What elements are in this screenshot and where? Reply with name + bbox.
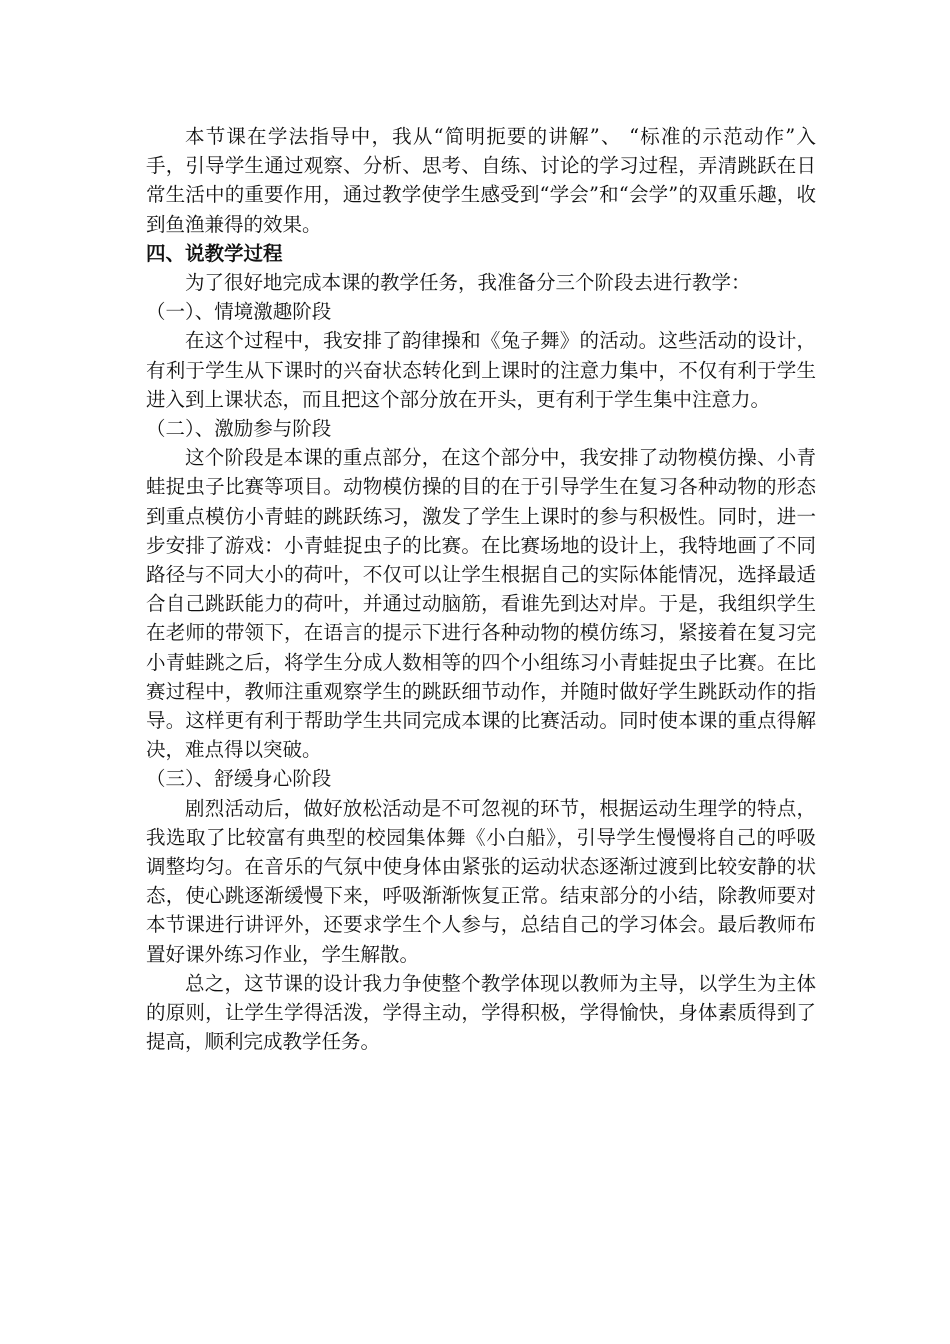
- paragraph-learning-method: 本节课在学法指导中，我从“简明扼要的讲解”、 “标准的示范动作”入手，引导学生通过观察、分析、思考、自练、讨论的学习过程，弄清跳跃在日常生活中的重要作用，通过教学使学生感受到“学会”和“会学”的双重乐趣，收到鱼渔兼得的效果。: [146, 125, 816, 236]
- paragraph-conclusion: 总之，这节课的设计我力争使整个教学体现以教师为主导，以学生为主体的原则，让学生学得活泼，学得主动，学得积极，学得愉快，身体素质得到了提高，顺利完成教学任务。: [146, 971, 816, 1054]
- section-heading-teaching-process: 四、说教学过程: [146, 241, 283, 265]
- paragraph-stage-3: 剧烈活动后，做好放松活动是不可忽视的环节，根据运动生理学的特点，我选取了比较富有典型的校园集体舞《小白船》，引导学生慢慢将自己的呼吸调整均匀。在音乐的气氛中使身体由紧张的运动状态逐渐过渡到比较安静的状态，使心跳逐渐缓慢下来，呼吸渐渐恢复正常。结束部分的小结，除教师要对本节课进行讲评外，还要求学生个人参与，总结自己的学习体会。最后教师布置好课外练习作业，学生解散。: [146, 796, 816, 966]
- stage-2-title: （二）、激励参与阶段: [146, 417, 332, 441]
- paragraph-stage-2: 这个阶段是本课的重点部分，在这个部分中，我安排了动物模仿操、小青蛙捉虫子比赛等项目。动物模仿操的目的在于引导学生在复习各种动物的形态到重点模仿小青蛙的跳跃练习，激发了学生上课时的参与积极性。同时，进一步安排了游戏：小青蛙捉虫子的比赛。在比赛场地的设计上，我特地画了不同路径与不同大小的荷叶，不仅可以让学生根据自己的实际体能情况，选择最适合自己跳跃能力的荷叶，并通过动脑筋，看谁先到达对岸。于是，我组织学生在老师的带领下，在语言的提示下进行各种动物的模仿练习，紧接着在复习完小青蛙跳之后，将学生分成人数相等的四个小组练习小青蛙捉虫子比赛。在比赛过程中，教师注重观察学生的跳跃细节动作，并随时做好学生跳跃动作的指导。这样更有利于帮助学生共同完成本课的比赛活动。同时使本课的重点得解决，难点得以突破。: [146, 446, 816, 762]
- stage-1-title: （一）、情境激趣阶段: [146, 300, 332, 324]
- document-body: [146, 122, 816, 1057]
- paragraph-stage-1: 在这个过程中，我安排了韵律操和《兔子舞》的活动。这些活动的设计，有利于学生从下课时的兴奋状态转化到上课时的注意力集中，不仅有利于学生进入到上课状态，而且把这个部分放在开头，更有利于学生集中注意力。: [146, 329, 816, 411]
- stage-3-title: （三）、舒缓身心阶段: [146, 767, 332, 791]
- paragraph-stages-intro: 为了很好地完成本课的教学任务，我准备分三个阶段去进行教学：: [185, 271, 751, 295]
